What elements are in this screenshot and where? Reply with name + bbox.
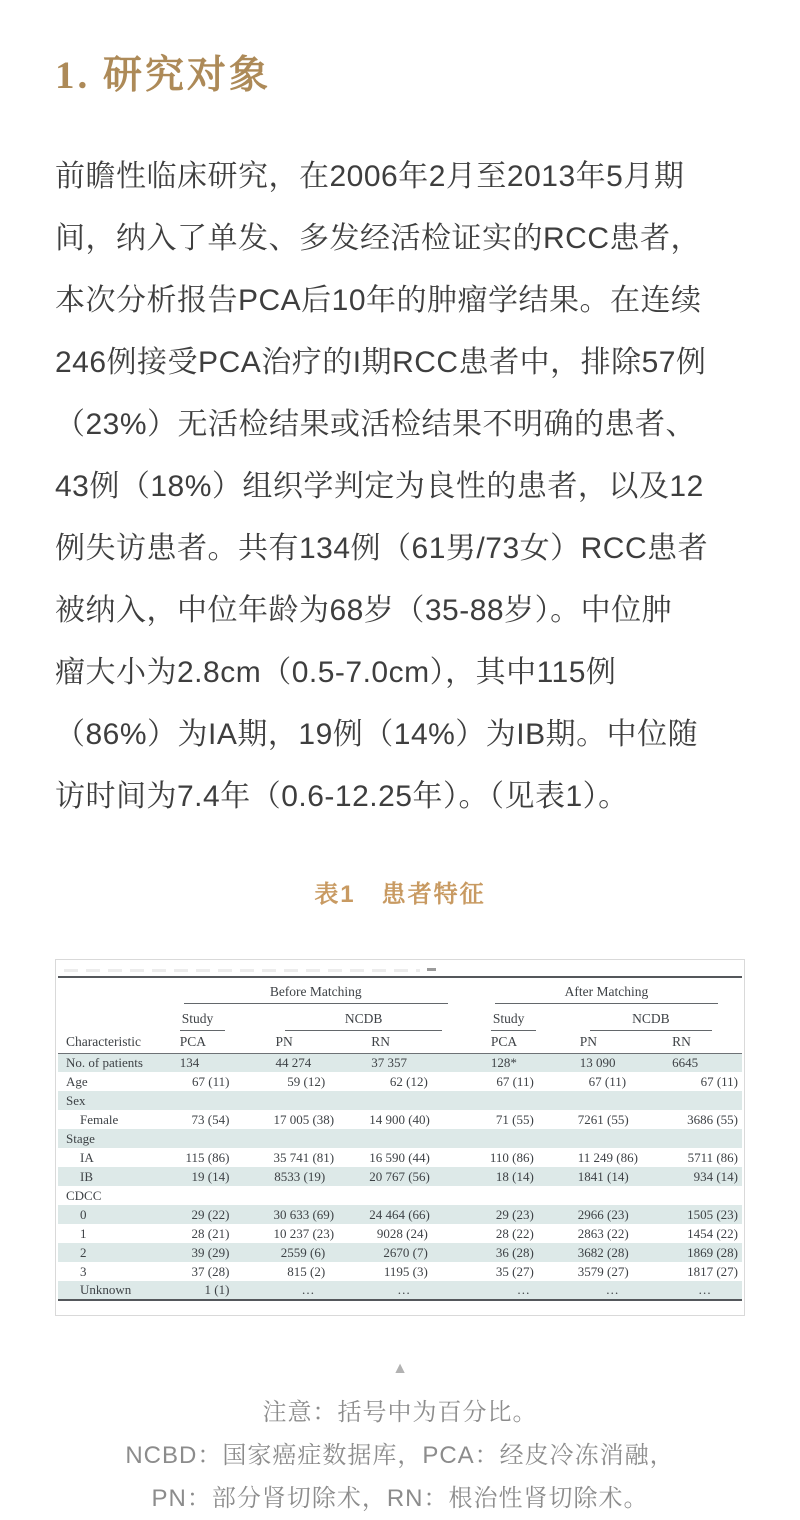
after-pn-header: PN xyxy=(578,1031,670,1053)
section-heading: 1. 研究对象 xyxy=(55,54,272,97)
footnote-line: 注意：括号中为百分比。 xyxy=(262,1399,538,1426)
value-cell: 934 (14) xyxy=(670,1167,742,1186)
footnote-line: PN：部分肾切除术，RN：根治性肾切除术。 xyxy=(151,1485,649,1512)
value-cell: 37 357 xyxy=(369,1053,472,1072)
value-cell: 29 (22) xyxy=(178,1205,274,1224)
before-rn-header: RN xyxy=(369,1031,472,1053)
value-cell: 67 (11) xyxy=(192,1073,230,1089)
value-cell: 1454 (22) xyxy=(687,1225,738,1241)
value-cell: 37 (28) xyxy=(191,1263,230,1279)
value-cell: 35 741 (81) xyxy=(273,1149,335,1165)
value-cell: 110 (86) xyxy=(489,1149,534,1165)
value-cell: 35 (27) xyxy=(495,1263,534,1279)
spacer-cell xyxy=(472,1167,489,1186)
value-cell: … xyxy=(273,1281,369,1300)
row-label: Female xyxy=(80,1111,119,1127)
value-cell: 2966 (23) xyxy=(578,1205,670,1224)
spacer-cell xyxy=(472,1205,489,1224)
group-header-row xyxy=(58,977,742,1004)
value-cell: 20 767 (56) xyxy=(369,1167,472,1186)
value-cell: 11 249 (86) xyxy=(577,1149,638,1165)
row-label: CDCC xyxy=(66,1187,102,1203)
value-cell: 24 464 (66) xyxy=(369,1205,472,1224)
value-cell: 2863 (22) xyxy=(577,1225,629,1241)
footnote-lines xyxy=(55,1391,745,1520)
table-body xyxy=(58,1053,742,1300)
spacer-cell xyxy=(472,1148,489,1167)
column-header-row xyxy=(58,1031,742,1053)
value-cell: 59 (12) xyxy=(287,1073,326,1089)
value-cell: 18 (14) xyxy=(489,1167,578,1186)
value-cell: 2670 (7) xyxy=(369,1243,472,1262)
paragraph-line: 43例（18%）组织学判定为良性的患者，以及12 xyxy=(55,470,704,503)
value-cell: 3686 (55) xyxy=(687,1111,738,1127)
subgroup-header-row xyxy=(58,1004,742,1031)
table-caption: 表1 患者特征 xyxy=(314,881,486,908)
value-cell: 10 237 (23) xyxy=(273,1225,335,1241)
spacer-cell xyxy=(472,1053,489,1072)
value-cell: 7261 (55) xyxy=(577,1111,629,1127)
spacer-cell xyxy=(472,1110,489,1129)
after-rn-header: RN xyxy=(670,1031,742,1053)
footnote-line: NCBD：国家癌症数据库，PCA：经皮冷冻消融， xyxy=(125,1442,675,1469)
table-row xyxy=(58,1110,742,1129)
value-cell: 67 (11) xyxy=(700,1073,738,1089)
value-cell: 128* xyxy=(489,1053,578,1072)
figure-footnote xyxy=(55,1360,745,1520)
patient-characteristics-table xyxy=(58,976,742,1301)
row-label: Sex xyxy=(58,1091,742,1110)
spacer-cell xyxy=(472,1224,489,1243)
paragraph-line: （86%）为IA期，19例（14%）为IB期。中位随 xyxy=(55,718,699,751)
value-cell: 134 xyxy=(178,1053,274,1072)
paragraph-line: 被纳入，中位年龄为68岁（35-88岁）。中位肿 xyxy=(55,594,673,627)
caption-smudge xyxy=(64,969,420,972)
body-paragraph xyxy=(55,146,745,828)
table-row xyxy=(58,1281,742,1300)
spacer-cell xyxy=(472,1281,489,1300)
row-label: Stage xyxy=(58,1129,742,1148)
before-ncdb-header: NCDB xyxy=(273,1004,471,1031)
value-cell: 815 (2) xyxy=(287,1263,326,1279)
value-cell: 2559 (6) xyxy=(273,1243,369,1262)
value-cell: 1841 (14) xyxy=(578,1167,670,1186)
value-cell: 1869 (28) xyxy=(670,1243,742,1262)
table-row xyxy=(58,1091,742,1110)
row-label: 1 xyxy=(80,1225,87,1241)
table-row xyxy=(58,1262,742,1281)
table-row xyxy=(58,1053,742,1072)
value-cell: 67 (11) xyxy=(588,1073,627,1089)
paragraph-line: 例失访患者。共有134例（61男/73女）RCC患者 xyxy=(55,532,709,565)
value-cell: 3579 (27) xyxy=(577,1263,629,1279)
table-row xyxy=(58,1072,742,1091)
paragraph-line: 246例接受PCA治疗的I期RCC患者中，排除57例 xyxy=(55,346,707,379)
spacer-cell xyxy=(472,1072,489,1091)
value-cell: … xyxy=(670,1281,742,1300)
row-label: 0 xyxy=(58,1205,178,1224)
paragraph-line: 瘤大小为2.8cm（0.5-7.0cm），其中115例 xyxy=(55,656,617,689)
value-cell: 30 633 (69) xyxy=(273,1205,369,1224)
value-cell: 8533 (19) xyxy=(273,1167,369,1186)
after-ncdb-header: NCDB xyxy=(578,1004,742,1031)
empty-cell xyxy=(58,977,178,1004)
value-cell: 6645 xyxy=(670,1053,742,1072)
paragraph-line: 前瞻性临床研究，在2006年2月至2013年5月期 xyxy=(55,160,685,193)
row-label: 2 xyxy=(58,1243,178,1262)
value-cell: 5711 (86) xyxy=(687,1149,738,1165)
after-matching-header: After Matching xyxy=(489,977,742,1004)
value-cell: 16 590 (44) xyxy=(369,1149,430,1165)
value-cell: 1195 (3) xyxy=(383,1263,428,1279)
spacer-cell xyxy=(472,1262,489,1281)
spacer-cell xyxy=(472,977,489,1004)
value-cell: 28 (21) xyxy=(191,1225,230,1241)
row-label: Unknown xyxy=(58,1281,178,1300)
value-cell: 73 (54) xyxy=(191,1111,230,1127)
value-cell: 19 (14) xyxy=(178,1167,274,1186)
paragraph-line: （23%）无活检结果或活检结果不明确的患者、 xyxy=(55,408,697,441)
paragraph-line: 间，纳入了单发、多发经活检证实的RCC患者， xyxy=(55,222,701,255)
value-cell: … xyxy=(369,1281,472,1300)
value-cell: … xyxy=(578,1281,670,1300)
row-label: IB xyxy=(58,1167,178,1186)
value-cell: 9028 (24) xyxy=(376,1225,428,1241)
value-cell: 29 (23) xyxy=(489,1205,578,1224)
spacer-cell xyxy=(472,1004,489,1031)
value-cell: 14 900 (40) xyxy=(369,1111,430,1127)
row-label: 3 xyxy=(80,1263,87,1279)
value-cell: 17 005 (38) xyxy=(273,1111,335,1127)
value-cell: 39 (29) xyxy=(178,1243,274,1262)
table-row xyxy=(58,1129,742,1148)
paragraph-line: 访时间为7.4年（0.6-12.25年）。（见表1）。 xyxy=(55,780,629,813)
value-cell: 115 (86) xyxy=(185,1149,230,1165)
table1-figure xyxy=(55,959,745,1316)
before-pca-header: PCA xyxy=(178,1031,274,1053)
before-matching-header: Before Matching xyxy=(178,977,472,1004)
row-label: IA xyxy=(80,1149,94,1165)
spacer-cell xyxy=(472,1243,489,1262)
value-cell: 1505 (23) xyxy=(670,1205,742,1224)
value-cell: 3682 (28) xyxy=(578,1243,670,1262)
table-row xyxy=(58,1148,742,1167)
before-study-header: Study xyxy=(178,1004,274,1031)
before-pn-header: PN xyxy=(273,1031,369,1053)
article-content xyxy=(0,44,800,1520)
after-study-header: Study xyxy=(489,1004,578,1031)
table-row xyxy=(58,1186,742,1205)
table-row xyxy=(58,1167,742,1186)
table-row xyxy=(58,1224,742,1243)
value-cell: 36 (28) xyxy=(489,1243,578,1262)
value-cell: 62 (12) xyxy=(389,1073,428,1089)
value-cell: 28 (22) xyxy=(495,1225,534,1241)
value-cell: … xyxy=(489,1281,578,1300)
triangle-up-icon: ▲ xyxy=(392,1360,408,1377)
paragraph-line: 本次分析报告PCA后10年的肿瘤学结果。在连续 xyxy=(55,284,702,317)
empty-cell xyxy=(58,1004,178,1031)
value-cell: 13 090 xyxy=(578,1053,670,1072)
caption-dash xyxy=(427,968,436,971)
value-cell: 1817 (27) xyxy=(687,1263,738,1279)
row-label: No. of patients xyxy=(58,1053,178,1072)
value-cell: 71 (55) xyxy=(495,1111,534,1127)
cropped-caption-fragment xyxy=(58,964,742,976)
table-row xyxy=(58,1205,742,1224)
value-cell: 44 274 xyxy=(273,1053,369,1072)
characteristic-header: Characteristic xyxy=(58,1031,178,1053)
spacer-cell xyxy=(472,1031,489,1053)
table-row xyxy=(58,1243,742,1262)
row-label: Age xyxy=(66,1073,88,1089)
value-cell: 67 (11) xyxy=(496,1073,534,1089)
after-pca-header: PCA xyxy=(489,1031,578,1053)
value-cell: 1 (1) xyxy=(178,1281,274,1300)
